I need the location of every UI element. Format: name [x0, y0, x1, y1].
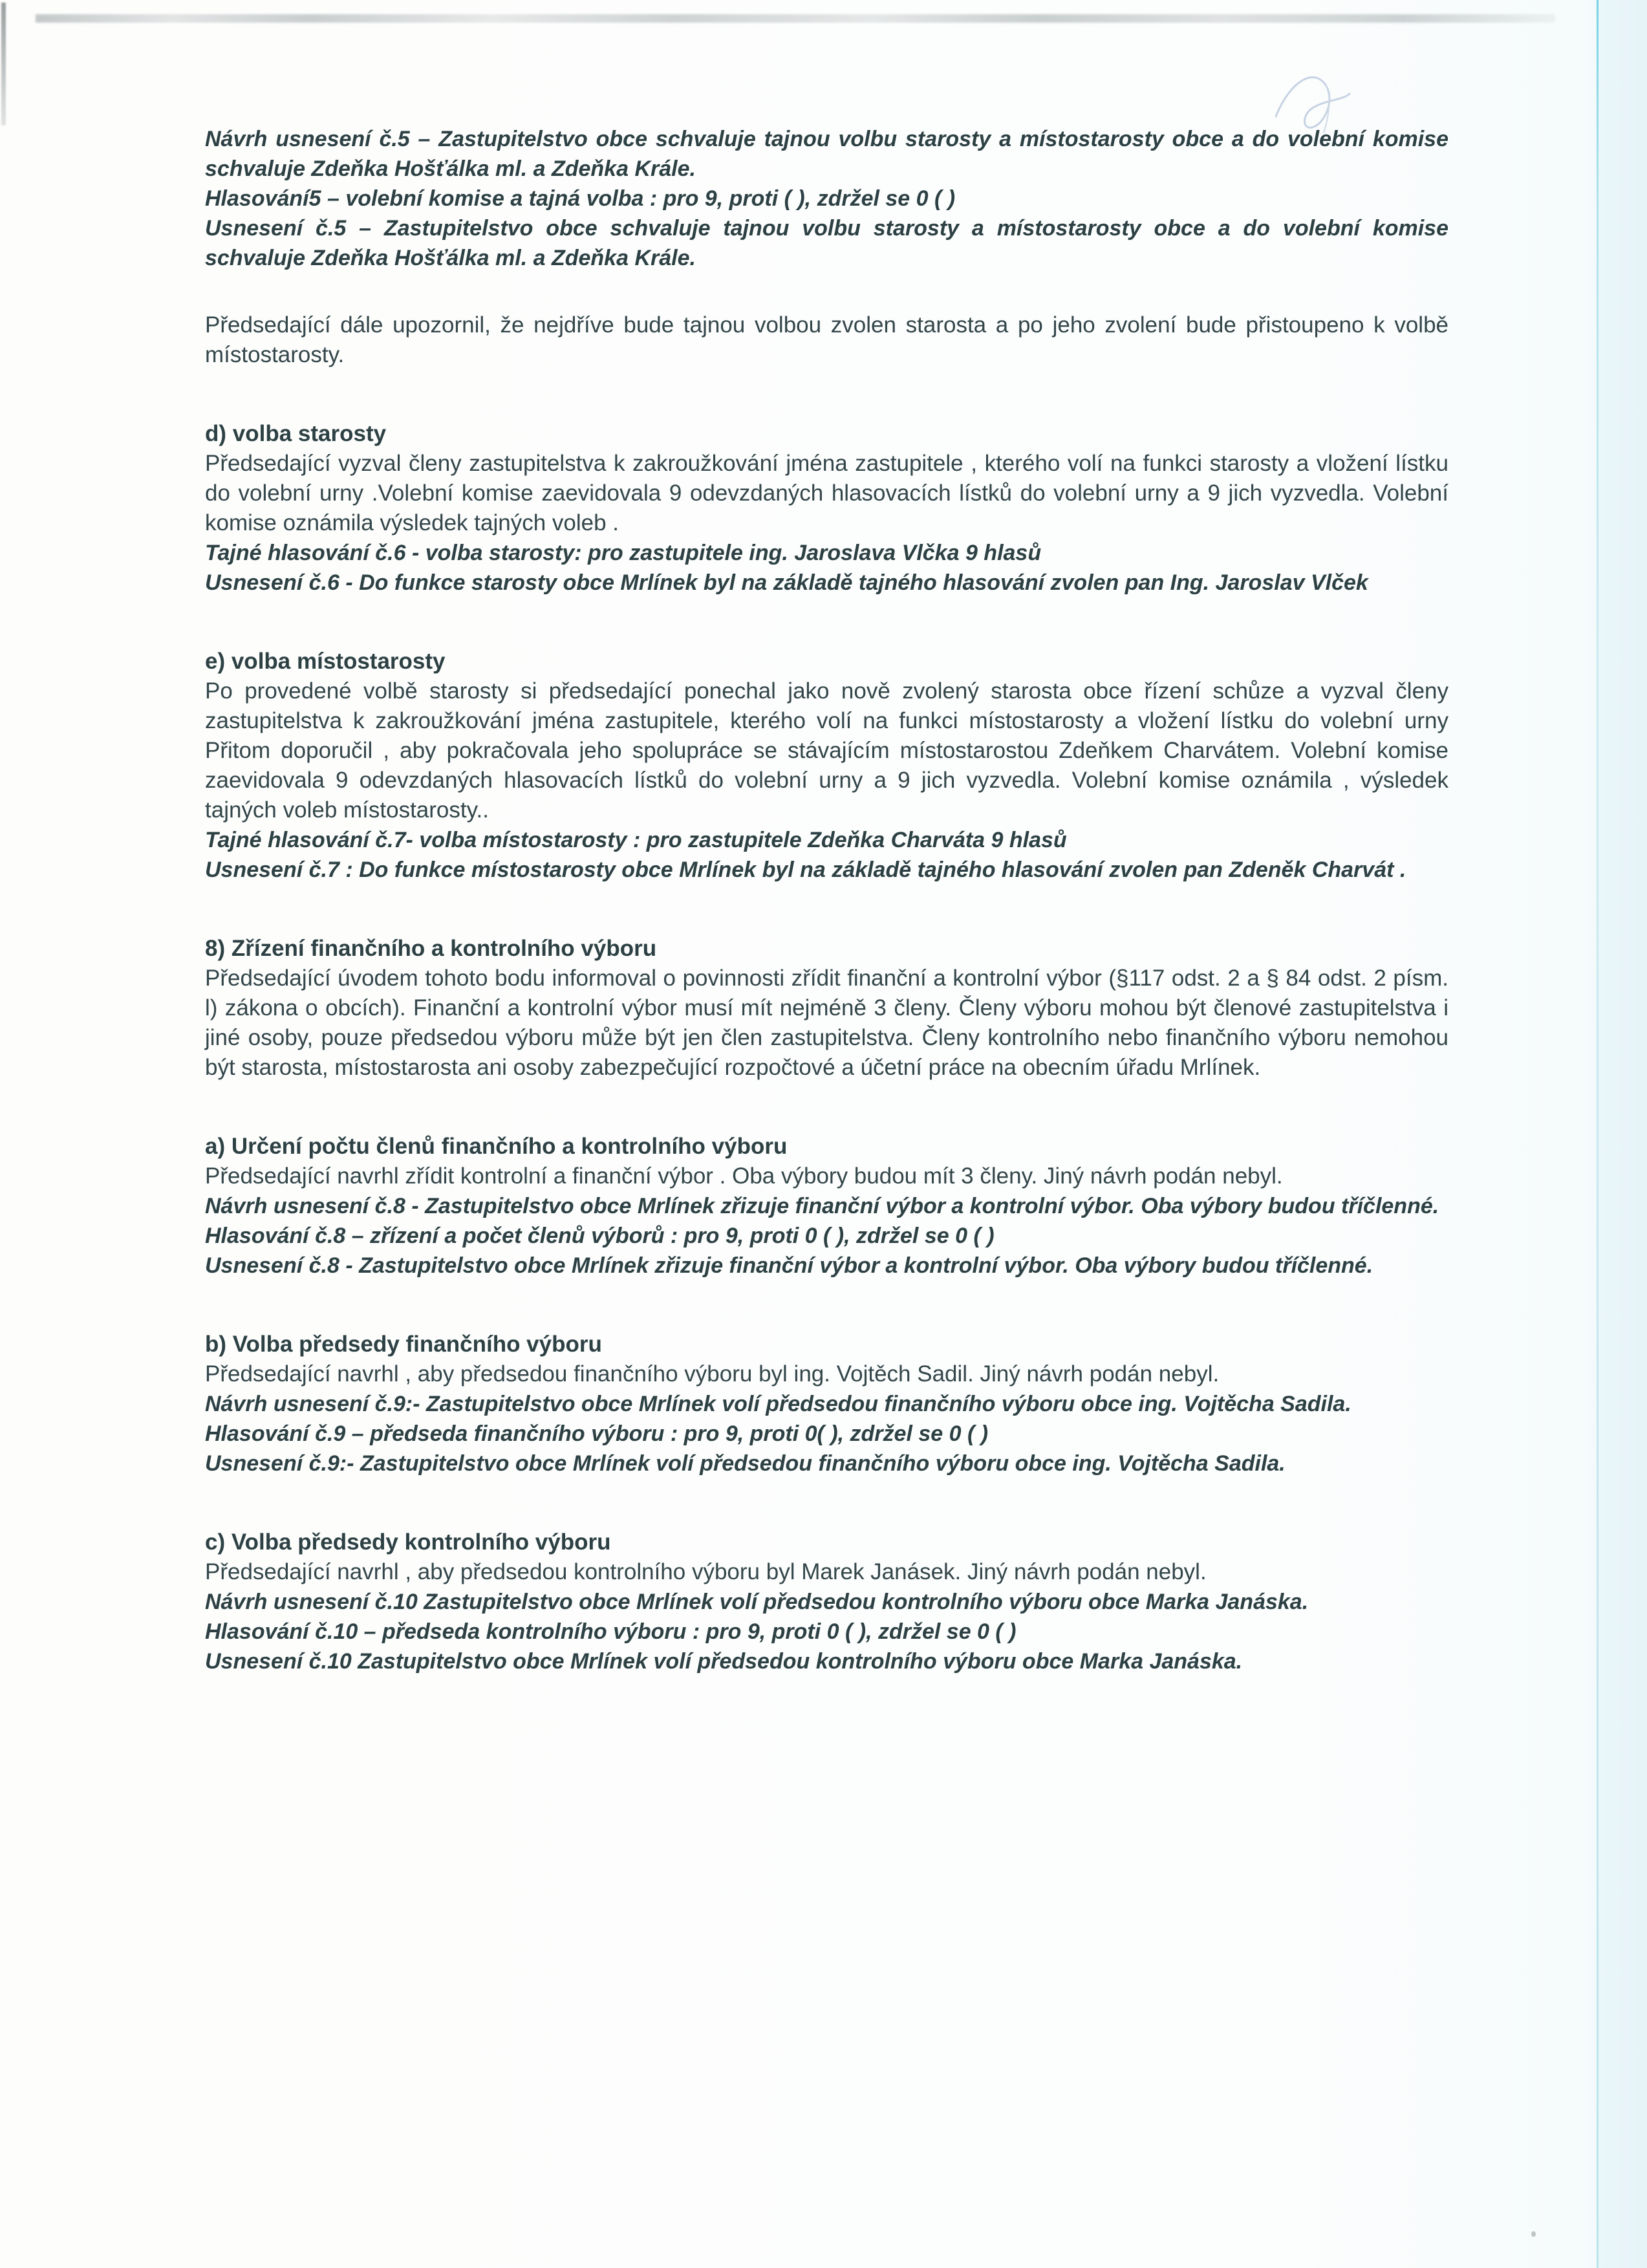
- usneseni-c6: Usnesení č.6 - Do funkce starosty obce Mrlínek byl na základě tajného hlasování zvolen pan Ing. Jaroslav Vlček: [205, 570, 1368, 595]
- heading-e-volba-mistostarosty: e) volba místostarosty: [205, 649, 446, 674]
- navrh-usneseni-c9: Návrh usnesení č.9:- Zastupitelstvo obce Mrlínek volí předsedou finančního výboru obce ing. Vojtěcha Sadila.: [205, 1392, 1351, 1416]
- para-zrizeni-vyboru: Předsedající úvodem tohoto bodu informoval o povinnosti zřídit finanční a kontrolní výbor (§117 odst. 2 a § 84 odst. 2 písm. l) zákona o obcích). Finanční a kontrolní výbor musí mít nejméně 3 členy. Členy výboru mohou být členové zastupitelstva i jiné osoby, pouze předsedou výboru může být jen člen zastupitelstva. Členy kontrolního nebo finančního výboru nemohou být starosta, místostarosta ani osoby zabezpečující rozpočtové a účetní práce na obecním úřadu Mrlínek.: [205, 966, 1448, 1080]
- scanner-right-tint: [1599, 0, 1647, 2268]
- usneseni-c9: Usnesení č.9:- Zastupitelstvo obce Mrlínek volí předsedou finančního výboru obce ing. Vojtěcha Sadila.: [205, 1451, 1286, 1476]
- navrh-usneseni-c8: Návrh usnesení č.8 - Zastupitelstvo obce Mrlínek zřizuje finanční výbor a kontrolní výbor. Oba výbory budou tříčlenné.: [205, 1194, 1439, 1218]
- heading-b-volba-predsedy-financniho: b) Volba předsedy finančního výboru: [205, 1332, 602, 1357]
- document-text-block: [205, 124, 1448, 1676]
- heading-a-urceni-poctu-clenu: a) Určení počtu členů finančního a kontrolního výboru: [205, 1134, 788, 1159]
- scanner-streak-top: [36, 14, 1555, 23]
- navrh-usneseni-c5: Návrh usnesení č.5 – Zastupitelstvo obce schvaluje tajnou volbu starosty a místostarosty obce a do volební komise schvaluje Zdeňka Hošťálka ml. a Zdeňka Krále.: [205, 127, 1448, 181]
- scanner-line-right: [1597, 0, 1599, 2268]
- usneseni-c10: Usnesení č.10 Zastupitelstvo obce Mrlínek volí předsedou kontrolního výboru obce Marka Janáska.: [205, 1649, 1243, 1674]
- para-volba-mistostarosty: Po provedené volbě starosty si předsedající ponechal jako nově zvolený starosta obce řízení schůze a vyzval členy zastupitelstva k zakroužkování jména zastupitele, kterého volí na funkci místostarosty a vložení lístku do volební urny Přitom doporučil , aby pokračovala jeho spolupráce se stávajícím místostarostou Zdeňkem Charvátem. Volební komise zaevidovala 9 odevzdaných hlasovacích lístků do volební urny a 9 jich vyzvedla. Volební komise oznámila , výsledek tajných voleb místostarosty..: [205, 678, 1448, 823]
- usneseni-c5: Usnesení č.5 – Zastupitelstvo obce schvaluje tajnou volbu starosty a místostarosty obce a do volební komise schvaluje Zdeňka Hošťálka ml. a Zdeňka Krále.: [205, 216, 1448, 270]
- para-urceni-poctu-clenu: Předsedající navrhl zřídit kontrolní a finanční výbor . Oba výbory budou mít 3 členy. Jiný návrh podán nebyl.: [205, 1163, 1283, 1189]
- hlasovani-c8: Hlasování č.8 – zřízení a počet členů výborů : pro 9, proti 0 ( ), zdržel se 0 ( ): [205, 1224, 995, 1248]
- usneseni-c8: Usnesení č.8 - Zastupitelstvo obce Mrlínek zřizuje finanční výbor a kontrolní výbor. Oba výbory budou tříčlenné.: [205, 1253, 1373, 1278]
- heading-c-volba-predsedy-kontrolniho: c) Volba předsedy kontrolního výboru: [205, 1529, 611, 1555]
- hlasovani-c10: Hlasování č.10 – předseda kontrolního výboru : pro 9, proti 0 ( ), zdržel se 0 ( ): [205, 1619, 1017, 1644]
- para-predseda-financniho: Předsedající navrhl , aby předsedou finančního výboru byl ing. Vojtěch Sadil. Jiný návrh podán nebyl.: [205, 1361, 1220, 1387]
- scanner-speck: [1531, 2231, 1536, 2237]
- scanner-corner-mark: [1, 3, 6, 125]
- para-predsedajici-upozornil: Předsedající dále upozornil, že nejdříve bude tajnou volbou zvolen starosta a po jeho zvolení bude přistoupeno k volbě místostarosty.: [205, 312, 1448, 367]
- heading-d-volba-starosty: d) volba starosty: [205, 421, 387, 446]
- heading-8-zrizeni-vyboru: 8) Zřízení finančního a kontrolního výboru: [205, 936, 657, 961]
- hlasovani-5: Hlasování5 – volební komise a tajná volba : pro 9, proti ( ), zdržel se 0 ( ): [205, 186, 956, 211]
- tajne-hlasovani-c7: Tajné hlasování č.7- volba místostarosty : pro zastupitele Zdeňka Charváta 9 hlasů: [205, 828, 1067, 852]
- hlasovani-c9: Hlasování č.9 – předseda finančního výboru : pro 9, proti 0( ), zdržel se 0 ( ): [205, 1421, 989, 1446]
- tajne-hlasovani-c6: Tajné hlasování č.6 - volba starosty: pro zastupitele ing. Jaroslava Vlčka 9 hlasů: [205, 541, 1042, 565]
- para-predseda-kontrolniho: Předsedající navrhl , aby předsedou kontrolního výboru byl Marek Janásek. Jiný návrh podán nebyl.: [205, 1559, 1207, 1584]
- para-volba-starosty: Předsedající vyzval členy zastupitelstva k zakroužkování jména zastupitele , kterého volí na funkci starosty a vložení lístku do volební urny .Volební komise zaevidovala 9 odevzdaných hlasovacích lístků do volební urny a 9 jich vyzvedla. Volební komise oznámila výsledek tajných voleb .: [205, 451, 1448, 535]
- usneseni-c7: Usnesení č.7 : Do funkce místostarosty obce Mrlínek byl na základě tajného hlasování zvolen pan Zdeněk Charvát .: [205, 858, 1406, 882]
- navrh-usneseni-c10: Návrh usnesení č.10 Zastupitelstvo obce Mrlínek volí předsedou kontrolního výboru obce Marka Janáska.: [205, 1590, 1309, 1614]
